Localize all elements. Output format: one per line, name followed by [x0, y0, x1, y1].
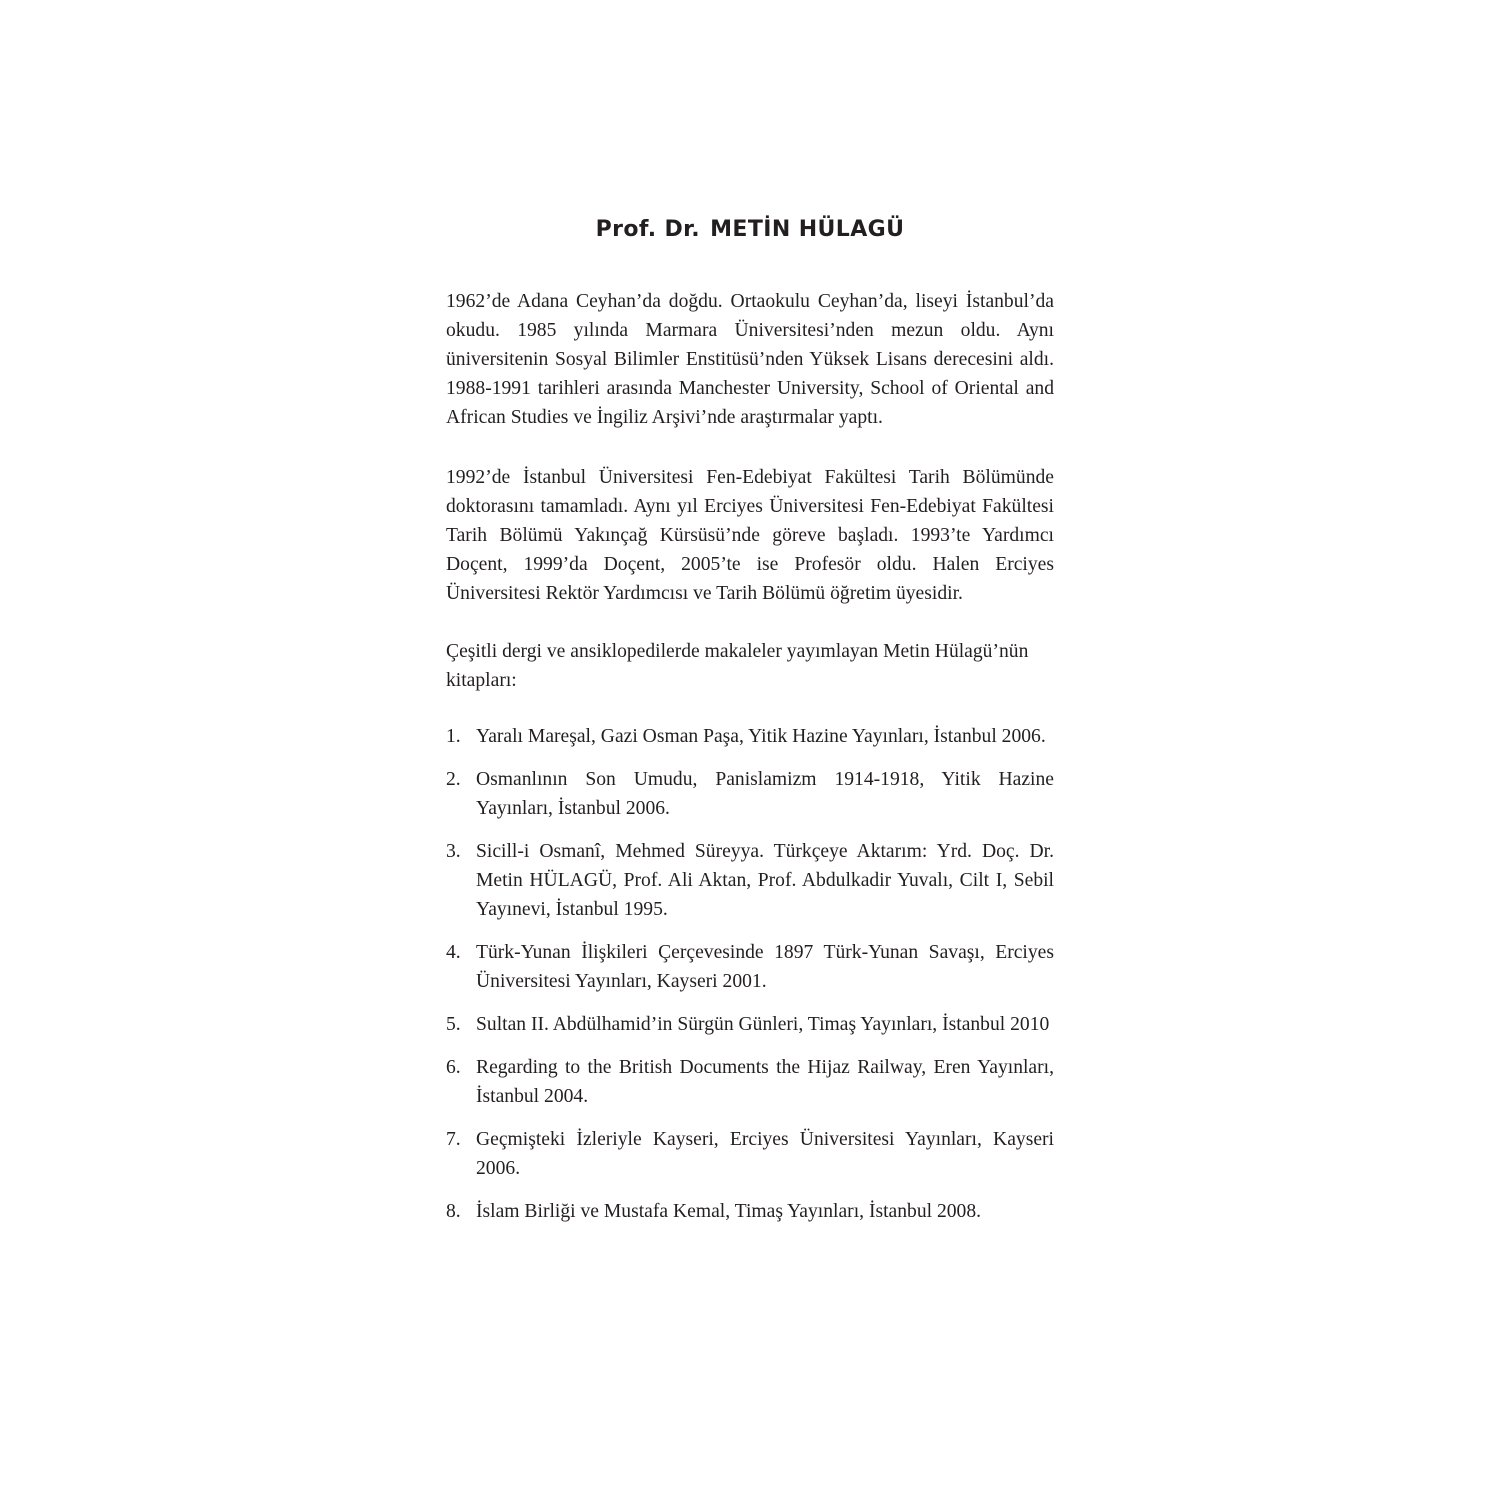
books-intro: Çeşitli dergi ve ansiklopedilerde makaleler yayımlayan Metin Hülagü’nün kitapları:	[446, 641, 1029, 691]
list-item	[446, 938, 1054, 996]
list-item	[446, 1125, 1054, 1183]
title-prefix: Prof. Dr.	[595, 217, 701, 242]
list-item	[446, 1053, 1054, 1111]
book-entry: Türk-Yunan İlişkileri Çerçevesinde 1897 Türk-Yunan Savaşı, Erciyes Üniversitesi Yayınları, Kayseri 2001.	[476, 942, 1054, 992]
bio-paragraph-1: 1962’de Adana Ceyhan’da doğdu. Ortaokulu Ceyhan’da, liseyi İstanbul’da okudu. 1985 yılında Marmara Üniversitesi’nden mezun oldu. Aynı üniversitenin Sosyal Bilimler Enstitüsü’nden Yüksek Lisans derecesini aldı. 1988-1991 tarihleri arasında Manchester University, School of Oriental and African Studies ve İngiliz Arşivi’nde araştırmalar yaptı.	[446, 291, 1054, 428]
list-item	[446, 1010, 1054, 1039]
book-entry: Geçmişteki İzleriyle Kayseri, Erciyes Üniversitesi Yayınları, Kayseri 2006.	[476, 1129, 1054, 1179]
list-number: 3.	[446, 841, 461, 862]
book-entry: Regarding to the British Documents the Hijaz Railway, Eren Yayınları, İstanbul 2004.	[476, 1057, 1054, 1107]
list-number: 8.	[446, 1201, 461, 1222]
list-number: 2.	[446, 769, 461, 790]
book-list	[446, 722, 1054, 1240]
list-item	[446, 722, 1054, 751]
list-item	[446, 765, 1054, 823]
list-number: 1.	[446, 726, 461, 747]
list-number: 7.	[446, 1129, 461, 1150]
bio-paragraph-2: 1992’de İstanbul Üniversitesi Fen-Edebiyat Fakültesi Tarih Bölümünde doktorasını tamamladı. Aynı yıl Erciyes Üniversitesi Fen-Edebiyat Fakültesi Tarih Bölümü Yakınçağ Kürsüsü’nde göreve başladı. 1993’te Yardımcı Doçent, 1999’da Doçent, 2005’te ise Profesör oldu. Halen Erciyes Üniversitesi Rektör Yardımcısı ve Tarih Bölümü öğretim üyesidir.	[446, 467, 1054, 604]
list-item	[446, 1197, 1054, 1226]
list-item	[446, 837, 1054, 924]
list-number: 4.	[446, 942, 461, 963]
list-number: 5.	[446, 1014, 461, 1035]
book-entry: Sultan II. Abdülhamid’in Sürgün Günleri, Timaş Yayınları, İstanbul 2010	[476, 1014, 1050, 1035]
page-title	[446, 212, 1054, 248]
book-entry: Sicill-i Osmanî, Mehmed Süreyya. Türkçeye Aktarım: Yrd. Doç. Dr. Metin HÜLAGÜ, Prof. Ali Aktan, Prof. Abdulkadir Yuvalı, Cilt I, Sebil Yayınevi, İstanbul 1995.	[476, 841, 1054, 920]
book-entry: İslam Birliği ve Mustafa Kemal, Timaş Yayınları, İstanbul 2008.	[476, 1201, 982, 1222]
book-entry: Osmanlının Son Umudu, Panislamizm 1914-1918, Yitik Hazine Yayınları, İstanbul 2006.	[476, 769, 1054, 819]
book-entry: Yaralı Mareşal, Gazi Osman Paşa, Yitik Hazine Yayınları, İstanbul 2006.	[476, 726, 1046, 747]
author-name: METİN HÜLAGÜ	[710, 217, 905, 242]
list-number: 6.	[446, 1057, 461, 1078]
